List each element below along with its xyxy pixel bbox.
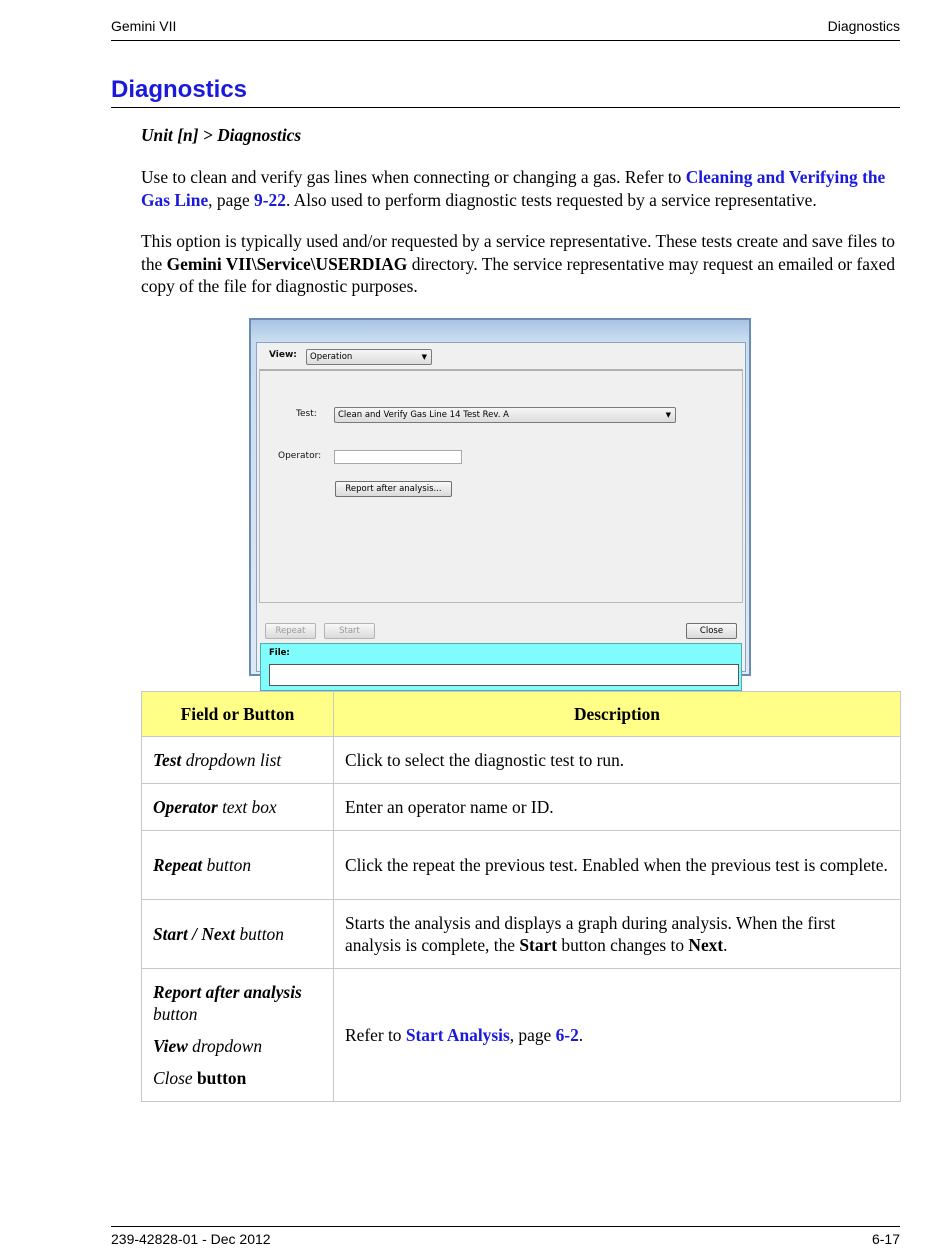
link-page-6-2[interactable]: 6-2 — [555, 1025, 579, 1045]
service-paragraph: This option is typically used and/or requested by a service representative. These tests create and save files to the Gemini VII\Service\USERDIAG directory. The service representative may request an emailed or faxed copy of the file for diagnostic purposes. — [141, 231, 896, 296]
field-cell: Repeat button — [142, 831, 334, 900]
operator-label: Operator: — [278, 451, 322, 461]
view-dropdown[interactable]: Operation ▼ — [306, 349, 432, 365]
field-cell: Report after analysis button View dropdown Close button — [142, 969, 334, 1102]
page-title: Diagnostics — [111, 76, 900, 108]
table-row — [142, 737, 901, 784]
start-button[interactable]: Start — [324, 623, 375, 639]
field-description-table — [141, 691, 901, 1102]
intro-paragraph: Use to clean and verify gas lines when connecting or changing a gas. Refer to Cleaning and Verifying the Gas Line, page 9-22. Also used to perform diagnostic tests requested by a service representative. — [141, 167, 886, 210]
field-cell: Test dropdown list — [142, 737, 334, 784]
link-start-analysis[interactable]: Start Analysis — [405, 1025, 510, 1045]
report-after-analysis-button[interactable]: Report after analysis... — [335, 481, 452, 497]
description-cell: Enter an operator name or ID. — [334, 784, 901, 831]
view-label: View: — [269, 350, 297, 360]
header-doc-title: Gemini VII — [111, 18, 177, 34]
file-field[interactable] — [269, 664, 739, 686]
repeat-button[interactable]: Repeat — [265, 623, 316, 639]
chevron-down-icon: ▼ — [421, 353, 427, 361]
breadcrumb: Unit [n] > Diagnostics — [141, 125, 302, 145]
test-dropdown[interactable]: Clean and Verify Gas Line 14 Test Rev. A ▼ — [334, 407, 676, 423]
page-footer — [111, 1226, 900, 1253]
column-header-description: Description — [334, 692, 901, 737]
description-cell: Click to select the diagnostic test to run. — [334, 737, 901, 784]
description-cell: Click the repeat the previous test. Enabled when the previous test is complete. — [334, 831, 901, 900]
description-cell: Starts the analysis and displays a graph during analysis. When the first analysis is complete, the Start button changes to Next. — [334, 900, 901, 969]
description-cell: Refer to Start Analysis, page 6-2. — [334, 969, 901, 1102]
field-cell: Start / Next button — [142, 900, 334, 969]
table-header-row — [142, 692, 901, 737]
footer-page-number: 6-17 — [871, 1231, 900, 1247]
test-group — [259, 369, 743, 603]
link-cleaning-verifying[interactable]: Cleaning and Verifying the Gas Line — [141, 167, 886, 210]
operator-text-box[interactable] — [334, 450, 462, 464]
close-button[interactable]: Close — [686, 623, 737, 639]
table-row — [142, 784, 901, 831]
diagnostics-screenshot — [249, 318, 751, 676]
page-header — [111, 18, 900, 41]
file-panel — [260, 643, 742, 691]
footer-doc-number: 239-42828-01 - Dec 2012 — [111, 1231, 271, 1247]
table-row — [142, 969, 901, 1102]
diagnostics-window — [256, 342, 746, 672]
field-cell: Operator text box — [142, 784, 334, 831]
header-section-title: Diagnostics — [827, 18, 900, 34]
test-label: Test: — [296, 409, 317, 419]
chevron-down-icon: ▼ — [665, 411, 671, 419]
userdiag-path: Gemini VII\Service\USERDIAG — [166, 253, 408, 274]
file-label: File: — [269, 648, 290, 658]
column-header-field: Field or Button — [142, 692, 334, 737]
link-page-9-22[interactable]: 9-22 — [254, 189, 286, 210]
table-row — [142, 900, 901, 969]
table-row — [142, 831, 901, 900]
